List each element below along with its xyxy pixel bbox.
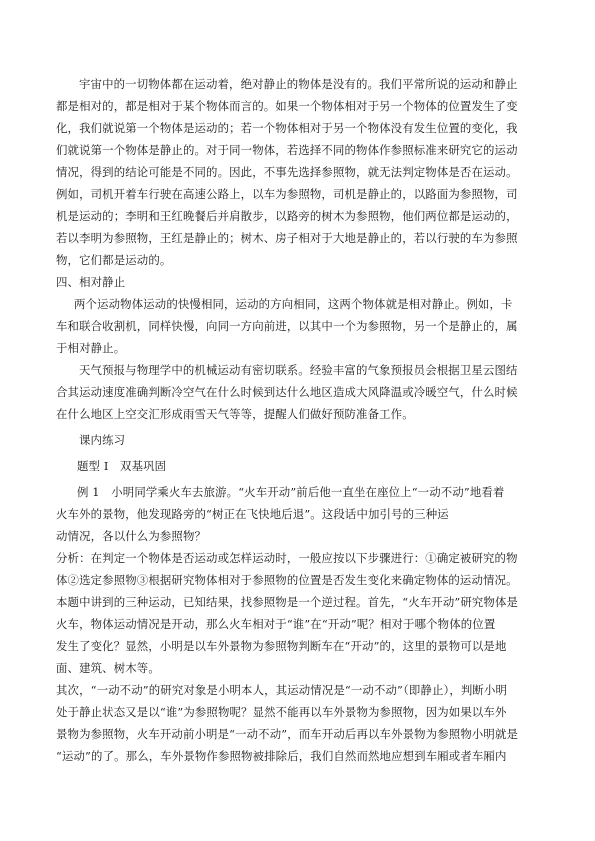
- example-line: 动情况，各以什么为参照物？: [56, 529, 207, 543]
- analysis-line: 本题中讲到的三种运动，已知结果，找参照物是一个逆过程。首先，“火车开动”研究物体是: [56, 595, 519, 609]
- analysis-line: “运动”的了。那么，车外景物作参照物被排除后，我们自然而然地应想到车厢或者车厢内: [56, 749, 507, 763]
- paragraph-line: 例如，司机开着车行驶在高速公路上，以车为参照物，司机是静止的，以路面为参照物，司: [56, 187, 518, 201]
- example-line: 火车外的景物，他发现路旁的“树正在飞快地后退”。这段话中加引号的三种运: [56, 507, 449, 521]
- analysis-line: 其次，“一动不动”的研究对象是小明本人，其运动情况是“一动不动”（即静止），判断小明: [56, 683, 508, 697]
- paragraph-line: 在什么地区上空交汇形成雨雪天气等等，提醒人们做好预防准备工作。: [56, 407, 414, 421]
- paragraph-line: 两个运动物体运动的快慢相同，运动的方向相同，这两个物体就是相对静止。例如，卡: [74, 297, 513, 311]
- paragraph-line: 化，我们就说第一个物体是运动的；若一个物体相对于另一个物体没有发生位置的变化，我: [56, 121, 518, 135]
- exercise-heading: 课内练习: [79, 433, 126, 447]
- paragraph-line: 机是运动的；李明和王红晚餐后并肩散步，以路旁的树木为参照物，他们两位都是运动的，: [56, 209, 518, 223]
- paragraph-line: 天气预报与物理学中的机械运动有密切联系。经验丰富的气象预报员会根据卫星云图结: [79, 363, 518, 377]
- question-type-heading: 题型 I 双基巩固: [77, 459, 167, 473]
- paragraph-line: 物，它们都是运动的。: [56, 253, 172, 267]
- analysis-line: 火车，物体运动情况是开动，那么火车相对于“谁”在“开动”呢？相对于哪个物体的位置: [56, 617, 496, 631]
- analysis-line: 景物为参照物，火车开动前小明是“一动不动”，而车开动后再以车外景物为参照物小明就是: [56, 727, 519, 741]
- paragraph-line: 宇宙中的一切物体都在运动着，绝对静止的物体是没有的。我们平常所说的运动和静止: [79, 77, 518, 91]
- analysis-line: 处于静止状态又是以“谁”为参照物呢？显然不能再以车外景物为参照物，因为如果以车外: [56, 705, 507, 719]
- paragraph-line: 于相对静止。: [56, 341, 126, 355]
- analysis-line: 面、建筑、树木等。: [56, 661, 160, 675]
- section-heading: 四、相对静止: [56, 275, 126, 289]
- paragraph-line: 车和联合收割机，同样快慢，向同一方向前进，以其中一个为参照物，另一个是静止的，属: [56, 319, 518, 333]
- paragraph-line: 都是相对的，都是相对于某个物体而言的。如果一个物体相对于另一个物体的位置发生了变: [56, 99, 518, 113]
- paragraph-line: 合其运动速度准确判断冷空气在什么时候到达什么地区造成大风降温或冷暖空气，什么时候: [56, 385, 518, 399]
- paragraph-line: 若以李明为参照物，王红是静止的；树木、房子相对于大地是静止的，若以行驶的车为参照: [56, 231, 518, 245]
- example-line: 例 1 小明同学乘火车去旅游。“火车开动”前后他一直坐在座位上“一动不动”地看着: [77, 485, 505, 499]
- analysis-line: 体②选定参照物③根据研究物体相对于参照物的位置是否发生变化来确定物体的运动情况。: [56, 573, 518, 587]
- paragraph-line: 们就说第一个物体是静止的。对于同一物体，若选择不同的物体作参照标准来研究它的运动: [56, 143, 518, 157]
- analysis-line: 分析：在判定一个物体是否运动或怎样运动时，一般应按以下步骤进行：①确定被研究的物: [56, 551, 518, 565]
- paragraph-line: 情况，得到的结论可能是不同的。因此，不事先选择参照物，就无法判定物体是否在运动。: [56, 165, 518, 179]
- analysis-line: 发生了变化？显然，小明是以车外景物为参照物判断车在“开动”的，这里的景物可以是地: [56, 639, 507, 653]
